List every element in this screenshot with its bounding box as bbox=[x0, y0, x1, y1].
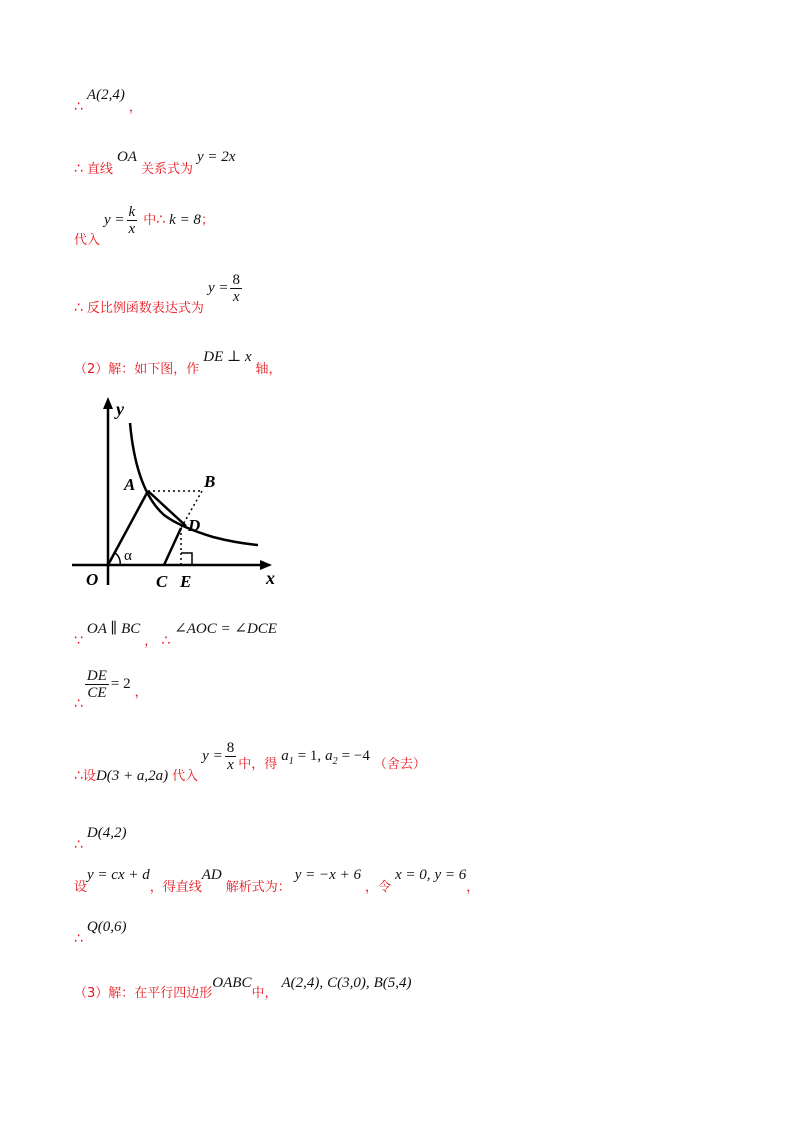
math-parallel: OA ∥ BC bbox=[86, 621, 141, 637]
point-q-coord: Q(0,6) bbox=[86, 919, 127, 935]
math-ad: AD bbox=[201, 867, 222, 883]
line-1 bbox=[74, 87, 142, 116]
therefore-symbol: ∴ bbox=[74, 696, 83, 713]
line-8 bbox=[74, 740, 426, 785]
text: ，令 bbox=[364, 880, 391, 895]
math-rhs: = 2 bbox=[110, 676, 131, 693]
punct: ， bbox=[144, 634, 158, 649]
line-9 bbox=[74, 824, 127, 853]
text: （2）解：如下图，作 bbox=[74, 362, 200, 377]
math-angle-eq: ∠AOC = ∠DCE bbox=[174, 621, 277, 637]
label-a: A bbox=[124, 475, 136, 494]
math-point-b: B(5,4) bbox=[373, 975, 412, 991]
text: 代入 bbox=[172, 769, 199, 785]
math-de-perp-x: DE ⊥ x bbox=[203, 349, 252, 365]
math-d-param: D(3 + a,2a) bbox=[95, 768, 169, 785]
text: （3）解：在平行四边形 bbox=[74, 986, 213, 1001]
punct: ， bbox=[466, 880, 480, 895]
segment-dc bbox=[164, 528, 181, 565]
math-a1: $a_1$ bbox=[281, 748, 294, 768]
text: ，得直线 bbox=[149, 880, 202, 895]
text: 轴， bbox=[255, 362, 282, 377]
fraction-8-over-x: $\frac{8}{x}$ bbox=[232, 272, 240, 305]
point-d-coord: D(4,2) bbox=[86, 825, 127, 841]
text: 中 bbox=[143, 213, 157, 229]
text: （舍去） bbox=[373, 757, 426, 773]
label-x: x bbox=[266, 568, 275, 588]
math-ad-eq: y = −x + 6 bbox=[294, 867, 361, 883]
angle-alpha-arc bbox=[115, 553, 120, 565]
right-angle-mark bbox=[181, 553, 192, 565]
fraction-de-over-ce: $\frac{DE}{CE}$ bbox=[86, 668, 107, 701]
math-a2-value: = −4 bbox=[341, 748, 370, 765]
line-6 bbox=[74, 621, 277, 650]
line-3 bbox=[74, 204, 214, 249]
math-x-zero: x = 0, bbox=[394, 867, 431, 883]
therefore-symbol: ∴ bbox=[74, 768, 83, 785]
because-symbol: ∵ bbox=[74, 633, 83, 649]
math-a1-value: = 1, bbox=[297, 748, 322, 765]
therefore-symbol: ∴ bbox=[74, 99, 83, 115]
therefore-symbol: ∴ bbox=[74, 837, 83, 853]
math-oa: OA bbox=[116, 149, 137, 165]
text: 设 bbox=[82, 769, 96, 785]
therefore-symbol: ∴ bbox=[74, 931, 83, 947]
fraction-k-over-x: $\frac{k}{x}$ bbox=[128, 204, 136, 237]
math-k-value: k = 8 bbox=[169, 212, 201, 229]
line-10 bbox=[74, 867, 480, 896]
y-axis-arrow bbox=[103, 397, 113, 409]
therefore-symbol: ∴ bbox=[156, 212, 166, 229]
math-lhs: y = bbox=[207, 280, 229, 297]
punct: ， bbox=[134, 685, 148, 701]
text: 中，得 bbox=[238, 757, 278, 773]
text: 反比例函数表达式为 bbox=[86, 301, 204, 317]
line-2 bbox=[74, 149, 236, 178]
punct: ； bbox=[200, 213, 214, 229]
label-d: D bbox=[188, 516, 201, 535]
point-a-coord: A(2,4) bbox=[86, 87, 125, 103]
math-point-a: A(2,4), bbox=[281, 975, 324, 991]
label-alpha: α bbox=[124, 548, 132, 564]
math-oabc: OABC bbox=[212, 975, 252, 991]
geometry-figure bbox=[68, 395, 298, 595]
math-a2: $a_2$ bbox=[325, 748, 338, 768]
text: 直线 bbox=[86, 162, 113, 177]
text: 中， bbox=[251, 986, 278, 1001]
label-c: C bbox=[156, 572, 168, 591]
math-y-six: y = 6 bbox=[434, 867, 467, 883]
fraction-8-over-x: $\frac{8}{x}$ bbox=[226, 740, 235, 773]
math-lhs: y = bbox=[104, 212, 125, 229]
label-e: E bbox=[180, 572, 192, 591]
text: 代入 bbox=[74, 233, 101, 249]
text: 解析式为： bbox=[225, 880, 291, 895]
math-line-general: y = cx + d bbox=[87, 867, 150, 883]
line-7 bbox=[74, 668, 148, 713]
math-point-c: C(3,0), bbox=[327, 975, 370, 991]
therefore-symbol: ∴ bbox=[74, 300, 83, 317]
text: 设 bbox=[74, 880, 88, 895]
text: 关系式为 bbox=[140, 162, 193, 177]
label-o: O bbox=[86, 570, 99, 589]
line-11 bbox=[74, 918, 127, 947]
therefore-symbol: ∴ bbox=[161, 633, 171, 649]
math-lhs: y = bbox=[202, 748, 223, 765]
line-5 bbox=[74, 349, 282, 378]
label-y: y bbox=[116, 399, 124, 419]
label-b: B bbox=[204, 472, 216, 491]
line-4 bbox=[74, 272, 244, 317]
line-12 bbox=[74, 972, 412, 1001]
punct: ， bbox=[128, 100, 142, 115]
therefore-symbol: ∴ bbox=[74, 161, 83, 177]
segment-ad bbox=[148, 491, 186, 526]
math-line-eq: y = 2x bbox=[196, 149, 236, 165]
